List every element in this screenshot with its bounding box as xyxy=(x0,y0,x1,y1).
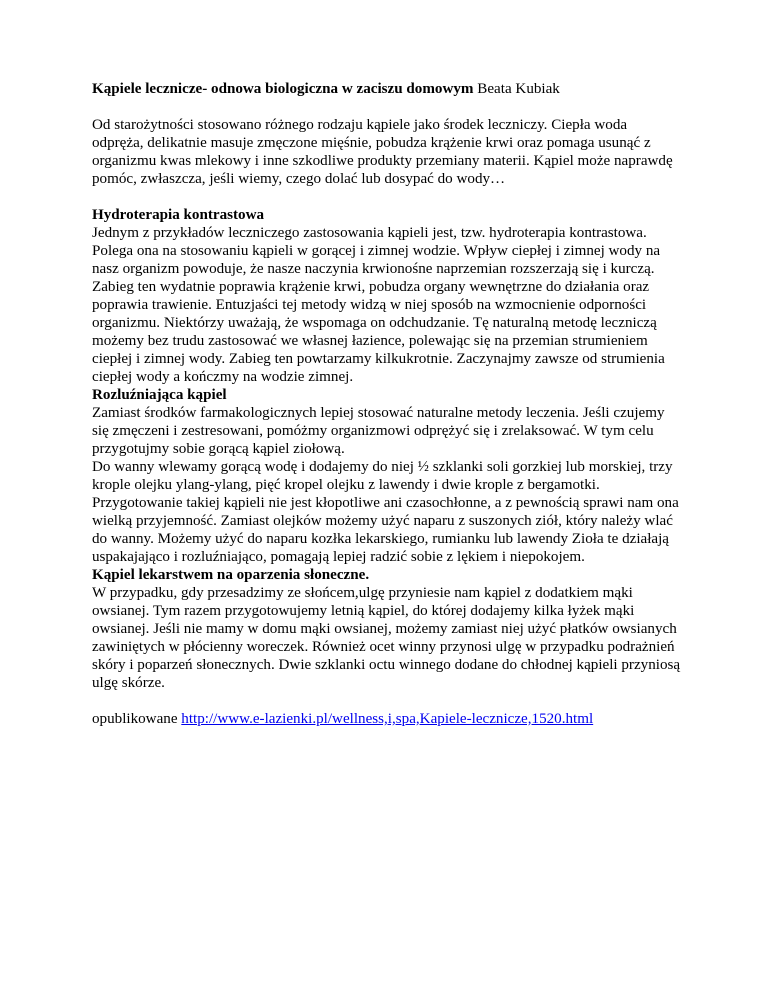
title-line xyxy=(92,80,682,98)
document-title: Kąpiele lecznicze- odnowa biologiczna w zaciszu domowym xyxy=(92,81,474,97)
section-paragraph: Zamiast środków farmakologicznych lepiej stosować naturalne metody leczenia. Jeśli czujemy się zmęczeni i zestresowani, pomóżmy organizmowi odprężyć się i zrelaksować. W tym celu przygotujmy sobie gorącą kąpiel ziołową. xyxy=(92,405,665,457)
section-heading-oparzenia: Kąpiel lekarstwem na oparzenia słoneczne. xyxy=(92,567,370,583)
section-paragraph: W przypadku, gdy przesadzimy ze słońcem,ulgę przyniesie nam kąpiel z dodatkiem mąki owsianej. Tym razem przygotowujemy letnią kąpiel, do której dodajemy kilka łyżek mąki owsianej. Jeśli nie mamy w domu mąki owsianej, możemy zamiast niej użyć płatków owsianych zawiniętych w płócienny woreczek. Również ocet winny przynosi ulgę w przypadku podrażnień skóry i poparzeń słonecznych. Dwie szklanki octu winnego dodane do chłodnej kąpieli przyniosą ulgę skórze. xyxy=(92,585,681,691)
published-label: opublikowane xyxy=(92,711,178,727)
published-link[interactable]: http://www.e-lazienki.pl/wellness,i,spa,Kapiele-lecznicze,1520.html xyxy=(181,711,594,727)
section-heading-hydroterapia: Hydroterapia kontrastowa xyxy=(92,207,265,223)
document-page xyxy=(92,80,682,728)
intro-paragraph: Od starożytności stosowano różnego rodzaju kąpiele jako środek leczniczy. Ciepła woda odpręża, delikatnie masuje zmęczone mięśnie, pobudza krążenie krwi oraz pomaga usunąć z organizmu kwas mlekowy i inne szkodliwe produkty przemiany materii. Kąpiel może naprawdę pomóc, zwłaszcza, jeśli wiemy, czego dolać lub dosypać do wody… xyxy=(92,117,673,187)
section-paragraph: Jednym z przykładów leczniczego zastosowania kąpieli jest, tzw. hydroterapia kontrastowa. Polega ona na stosowaniu kąpieli w gorącej i zimnej wodzie. Wpływ ciepłej i zimnej wody na nasz organizm powoduje, że nasze naczynia krwionośne naprzemian rozszerzają się i kurczą. Zabieg ten wydatnie poprawia krążenie krwi, pobudza organy wewnętrzne do działania oraz poprawia trawienie. Entuzjaści tej metody widzą w niej sposób na wzmocnienie odporności organizmu. Niektórzy uważają, że wspomaga on odchudzanie. Tę naturalną metodę leczniczą możemy bez trudu zastosować we własnej łazience, polewając się na przemian strumieniem ciepłej i zimnej wody. Zabieg ten powtarzamy kilkukrotnie. Zaczynajmy zawsze od strumienia ciepłej wody a kończmy na wodzie zimnej. xyxy=(92,225,665,385)
published-line xyxy=(92,710,682,728)
document-author: Beata Kubiak xyxy=(477,81,560,97)
section-heading-rozluzniajaca: Rozluźniająca kąpiel xyxy=(92,387,227,403)
section-paragraph: Do wanny wlewamy gorącą wodę i dodajemy do niej ½ szklanki soli gorzkiej lub morskiej, trzy krople olejku ylang-ylang, pięć kropel olejku z lawendy i dwie krople z bergamotki. Przygotowanie takiej kąpieli nie jest kłopotliwe ani czasochłonne, a z pewnością sprawi nam ona wielką przyjemność. Zamiast olejków możemy użyć naparu z suszonych ziół, który należy wlać do wanny. Możemy użyć do naparu kozłka lekarskiego, rumianku lub lawendy Zioła te działają uspakajająco i rozluźniająco, pomagają lepiej radzić sobie z lękiem i niepokojem. xyxy=(92,459,679,565)
